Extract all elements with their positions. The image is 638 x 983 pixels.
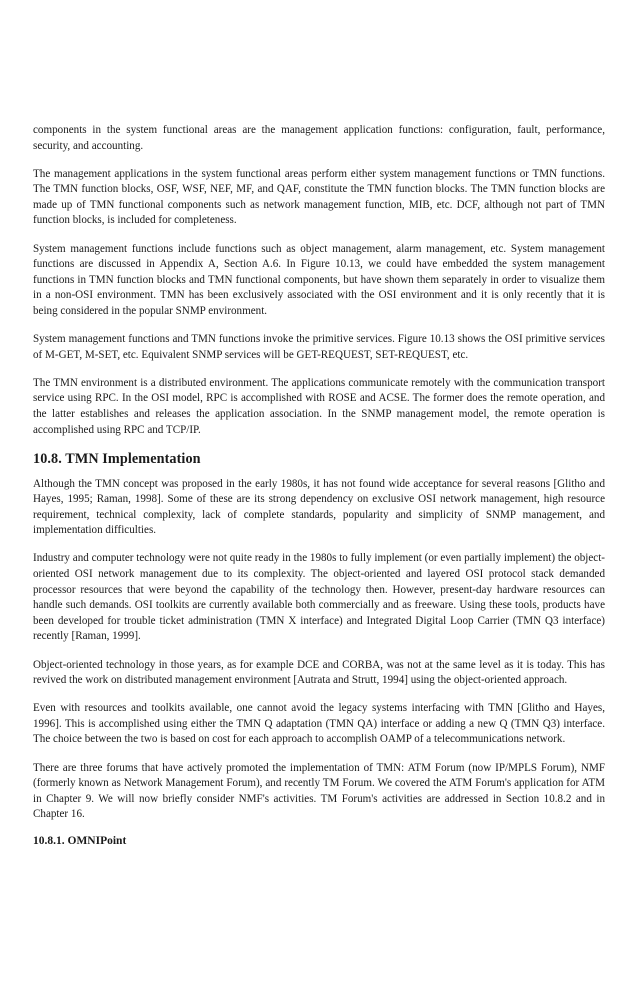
paragraph: System management functions include functions such as object management, alarm management, etc. System management functions are discussed in Appendix A, Section A.6. In Figure 10.13, we could have embedded the system management functions in TMN function blocks and TMN functional components, but have shown them separately in order to visualize them in a non-OSI environment. TMN has been exclusively associated with the OSI environment and it is only recently that it is being considered in the popular SNMP environment. bbox=[33, 242, 605, 317]
paragraph: Even with resources and toolkits available, one cannot avoid the legacy systems interfacing with TMN [Glitho and Hayes, 1996]. This is accomplished using either the TMN Q adaptation (TMN QA) interface or adding a new Q (TMN Q3) interface. The choice between the two is based on cost for each approach to accomplish OAMP of a telecommunications network. bbox=[33, 702, 605, 746]
paragraph: Industry and computer technology were not quite ready in the 1980s to fully implement (or even partially implement) the object-oriented OSI network management due to its complexity. The object-oriented and layered OSI protocol stack demanded processor resources that were beyond the capability of the technology then. However, present-day hardware resources can handle such demands. OSI toolkits are currently available both commercially and as freeware. Using these tools, products have been developed for trouble ticket administration (TMN X interface) and Integrated Digital Loop Carrier (TMN Q3 interface) recently [Raman, 1999]. bbox=[33, 552, 605, 643]
paragraph: components in the system functional areas are the management application functions: configuration, fault, performance, security, and accounting. bbox=[33, 124, 605, 152]
paragraph: There are three forums that have actively promoted the implementation of TMN: ATM Forum (now IP/MPLS Forum), NMF (formerly known as Network Management Forum), and recently TM Forum. We covered the ATM Forum's application for ATM in Chapter 9. We will now briefly consider NMF's activities. TM Forum's activities are addressed in Section 10.8.2 and in Chapter 16. bbox=[33, 761, 605, 821]
section-heading: 10.8. TMN Implementation bbox=[33, 450, 201, 467]
paragraph: Although the TMN concept was proposed in the early 1980s, it has not found wide acceptance for several reasons [Glitho and Hayes, 1995; Raman, 1998]. Some of these are its strong dependency on exclusive OSI network management, high resource requirement, technical complexity, lack of complete standards, popularity and simplicity of SNMP management, and implementation difficulties. bbox=[33, 477, 605, 537]
paragraph: System management functions and TMN functions invoke the primitive services. Figure 10.13 shows the OSI primitive services of M-GET, M-SET, etc. Equivalent SNMP services will be GET-REQUEST, SET-REQUEST, etc. bbox=[33, 333, 605, 361]
paragraph: Object-oriented technology in those years, as for example DCE and CORBA, was not at the same level as it is today. This has revived the work on distributed management environment [Autrata and Strutt, 1994] using the object-oriented approach. bbox=[33, 658, 605, 687]
subsection-heading: 10.8.1. OMNIPoint bbox=[33, 835, 127, 848]
paragraph: The management applications in the system functional areas perform either system management functions or TMN functions. The TMN function blocks, OSF, WSF, NEF, MF, and QAF, constitute the TMN function blocks. The TMN function blocks are made up of TMN functional components such as network management function, MIB, etc. DCF, although not part of TMN function blocks, is included for completeness. bbox=[33, 167, 605, 227]
paragraph: The TMN environment is a distributed environment. The applications communicate remotely with the communication transport service using RPC. In the OSI model, RPC is accomplished with ROSE and ACSE. The former does the remote operation, and the latter establishes and releases the application association. In the SNMP management model, the remote operation is accomplished using RPC and TCP/IP. bbox=[33, 376, 605, 436]
